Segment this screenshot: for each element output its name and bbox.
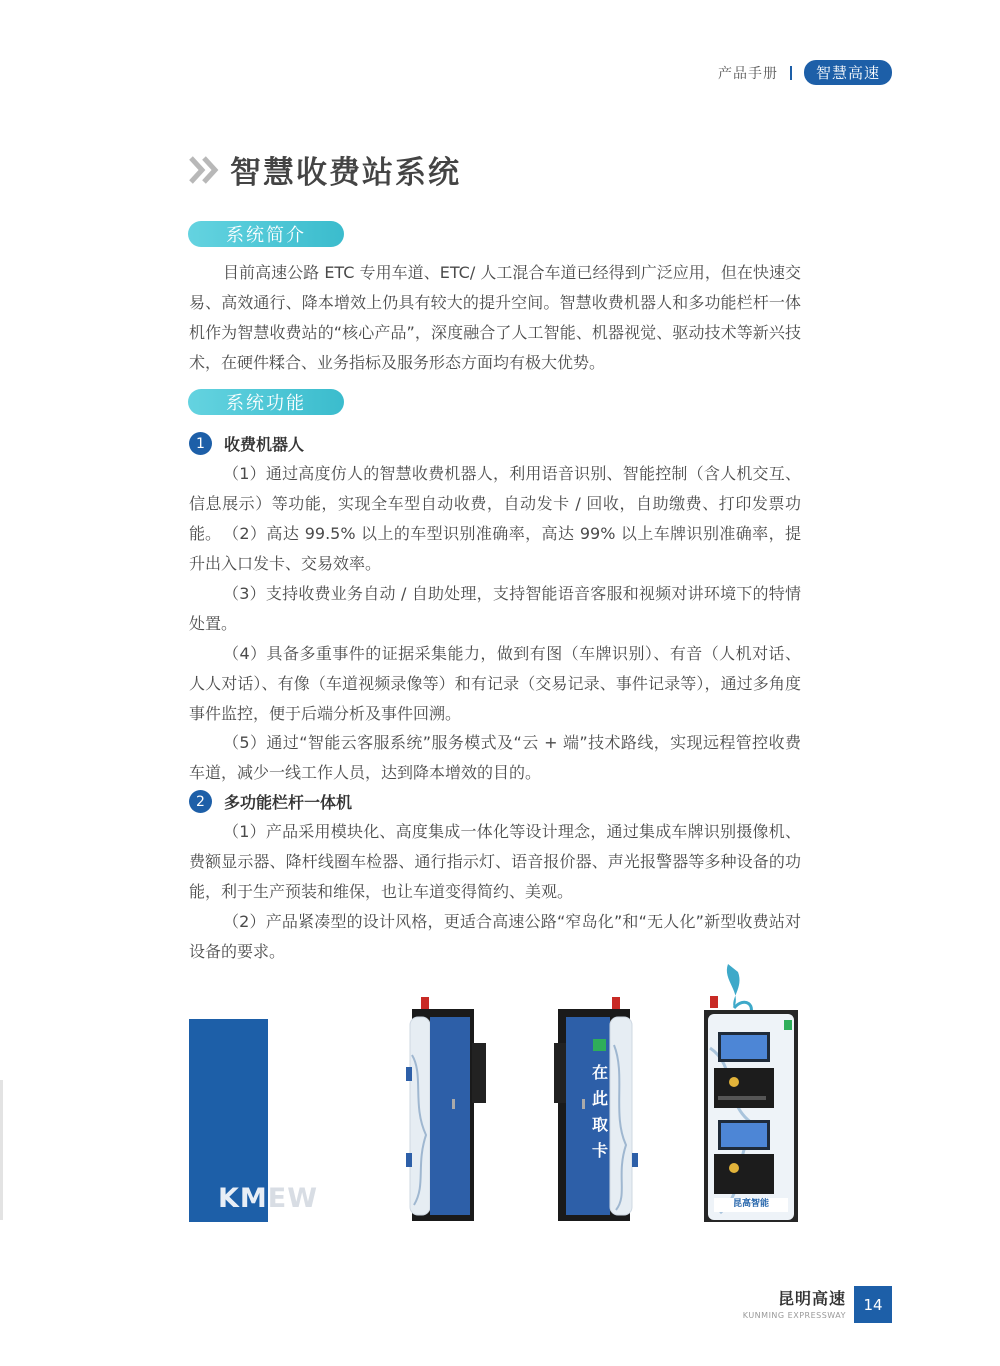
double-chevron-icon — [188, 150, 222, 190]
robot-point-4: （4）具备多重事件的证据采集能力，做到有图（车牌识别）、有音（人机对话、人人对话）、有像（车道视频录像等）和有记录（交易记录、事件记录等），通过多角度事件监控，便于后端分析及事件回溯。 — [189, 644, 801, 723]
section-tag: 智慧高速 — [804, 60, 892, 85]
intro-paragraph: 目前高速公路 ETC 专用车道、ETC/ 人工混合车道已经得到广泛应用，但在快速交易、高效通行、降本增效上仍具有较大的提升空间。智慧收费机器人和多功能栏杆一体机作为智慧收费站的“核心产品”，深度融合了人工智能、机器视觉、驱动技术等新兴技术，在硬件糅合、业务指标及服务形态方面均有极大优势。 — [189, 263, 801, 372]
barrier-point-1: （1）产品采用模块化、高度集成一体化等设计理念，通过集成车牌识别摄像机、费额显示器、降杆线圈车检器、通行指示灯、语音报价器、声光报警器等多种设备的功能，利于生产预装和维保，也让车道变得简约、美观。 — [189, 822, 801, 901]
kmew-logo: KMEW — [218, 1183, 319, 1214]
robot-subheading — [189, 432, 304, 455]
barrier-unit-image — [400, 995, 490, 1225]
kiosk-sign: 在 此 取 卡 — [591, 1063, 608, 1160]
robot-point-2: （2）高达 99.5% 以上的车型识别准确率，高达 99% 以上车牌识别准确率，提升出入口发卡、交易效率。 — [189, 524, 801, 573]
robot-point-1: （1）通过高度仿人的智慧收费机器人，利用语音识别、智能控制（含人机交互、信息展示）等功能，实现全车型自动收费，自动发卡 / 回收，自助缴费、打印发票功能。 — [189, 464, 801, 543]
subheading-label: 多功能栏杆一体机 — [224, 793, 353, 812]
number-badge: 1 — [189, 432, 212, 455]
brand-name: 昆明高速 — [777, 1289, 846, 1308]
robot-point-3: （3）支持收费业务自动 / 自助处理，支持智能语音客服和视频对讲环境下的特情处置。 — [189, 584, 801, 633]
page-header — [718, 60, 892, 85]
title-text: 智慧收费站系统 — [230, 155, 461, 191]
number-badge: 2 — [189, 790, 212, 813]
header-divider — [790, 66, 792, 80]
page-edge — [0, 1080, 3, 1220]
robot-brand-label: 昆高智能 — [732, 1199, 769, 1209]
brand-english: KUNMING EXPRESSWAY — [742, 1311, 846, 1320]
page-footer — [743, 1286, 892, 1323]
subheading-label: 收费机器人 — [224, 435, 305, 454]
toll-robot-image — [700, 958, 802, 1226]
barrier-subheading — [189, 790, 352, 813]
function-heading: 系统功能 — [188, 389, 344, 415]
intro-heading: 系统简介 — [188, 221, 344, 247]
barrier-point-2: （2）产品紧凑型的设计风格，更适合高速公路“窄岛化”和“无人化”新型收费站对设备的要求。 — [189, 912, 801, 961]
robot-point-5: （5）通过“智能云客服系统”服务模式及“云 + 端”技术路线，实现远程管控收费车道，减少一线工作人员，达到降本增效的目的。 — [189, 733, 801, 782]
manual-label: 产品手册 — [717, 65, 778, 82]
footer-brand — [743, 1286, 846, 1320]
page-number: 14 — [854, 1286, 892, 1323]
page-title — [188, 147, 461, 192]
